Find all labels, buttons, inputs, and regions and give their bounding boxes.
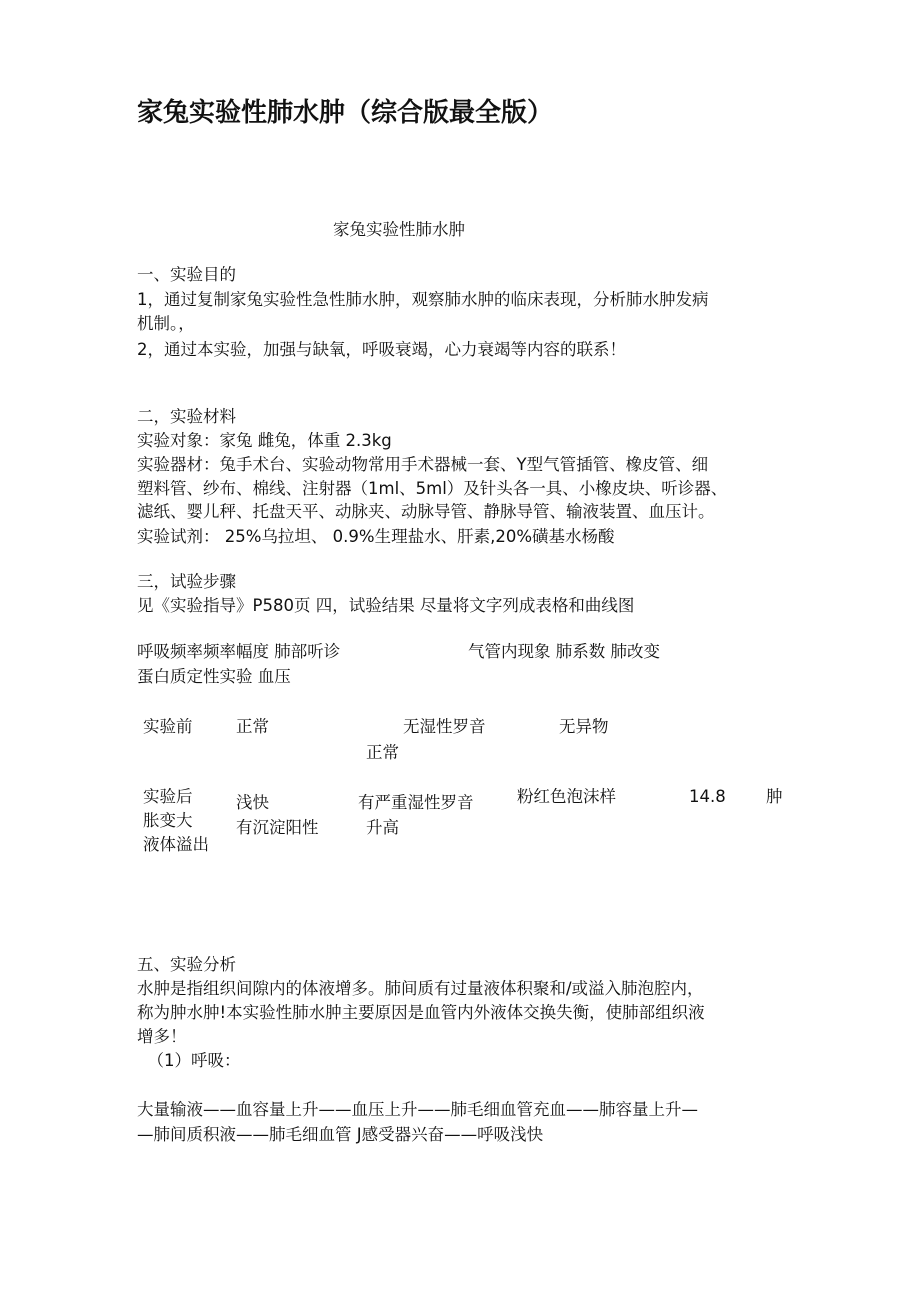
paragraph-line: 实验对象：家兔 雌兔，体重 2.3kg <box>137 431 392 450</box>
subtitle: 家兔实验性肺水肿 <box>333 220 465 239</box>
paragraph-line: 称为肿水肿!本实验性肺水肿主要原因是血管内外液体交换失衡，使肺部组织液 <box>137 1003 705 1022</box>
paragraph-line: 2，通过本实验，加强与缺氧，呼吸衰竭，心力衰竭等内容的联系！ <box>137 340 626 359</box>
cell-coefficient: 14.8 <box>689 787 726 806</box>
results-header: 呼吸频率频率幅度 肺部听诊 <box>137 642 341 661</box>
row-label-after: 胀变大 <box>143 811 193 830</box>
cell-lung: 肿 <box>766 787 783 806</box>
paragraph-line: 水肿是指组织间隙内的体液增多。肺间质有过量液体积聚和/或溢入肺泡腔内， <box>137 979 704 998</box>
cell-bp: 正常 <box>366 743 399 762</box>
cell-bp: 升高 <box>366 818 399 837</box>
paragraph-line: （1）呼吸： <box>137 1051 241 1070</box>
cell-auscultation: 有严重湿性罗音 <box>358 793 474 812</box>
cell-auscultation: 无湿性罗音 <box>403 717 486 736</box>
paragraph-line: 见《实验指导》P580页 四，试验结果 尽量将文字列成表格和曲线图 <box>137 596 635 615</box>
section-heading: 三，试验步骤 <box>137 572 236 591</box>
cell-breath: 正常 <box>236 717 269 736</box>
section-heading: 一、实验目的 <box>137 265 236 284</box>
cell-protein: 有沉淀阳性 <box>236 818 319 837</box>
results-header: 蛋白质定性实验 血压 <box>137 667 291 686</box>
row-label-before: 实验前 <box>143 717 193 736</box>
cell-trachea: 粉红色泡沫样 <box>517 787 616 806</box>
document-title: 家兔实验性肺水肿（综合版最全版） <box>137 98 554 128</box>
paragraph-line: —肺间质积液——肺毛细血管 J感受器兴奋——呼吸浅快 <box>137 1125 544 1144</box>
paragraph-line: 大量输液——血容量上升——血压上升——肺毛细血管充血——肺容量上升— <box>137 1100 698 1119</box>
results-header: 气管内现象 肺系数 肺改变 <box>468 642 660 661</box>
paragraph-line: 实验试剂： 25%乌拉坦、 0.9%生理盐水、肝素,20%磺基水杨酸 <box>137 527 615 546</box>
paragraph-line: 机制。， <box>137 314 195 333</box>
row-label-after: 液体溢出 <box>143 835 209 854</box>
paragraph-line: 实验器材：兔手术台、实验动物常用手术器械一套、Y型气管插管、橡皮管、细 <box>137 455 709 474</box>
paragraph-line: 增多！ <box>137 1027 187 1046</box>
paragraph-line: 滤纸、婴儿秤、托盘天平、动脉夹、动脉导管、静脉导管、输液装置、血压计。 <box>137 502 715 521</box>
section-heading: 五、实验分析 <box>137 955 236 974</box>
cell-trachea: 无异物 <box>559 717 609 736</box>
section-heading: 二，实验材料 <box>137 407 236 426</box>
cell-breath: 浅快 <box>236 793 269 812</box>
paragraph-line: 塑料管、纱布、棉线、注射器（1ml、5ml）及针头各一具、小橡皮块、听诊器、 <box>137 479 728 498</box>
row-label-after: 实验后 <box>143 787 193 806</box>
paragraph-line: 1，通过复制家兔实验性急性肺水肿，观察肺水肿的临床表现，分析肺水肿发病 <box>137 290 709 309</box>
